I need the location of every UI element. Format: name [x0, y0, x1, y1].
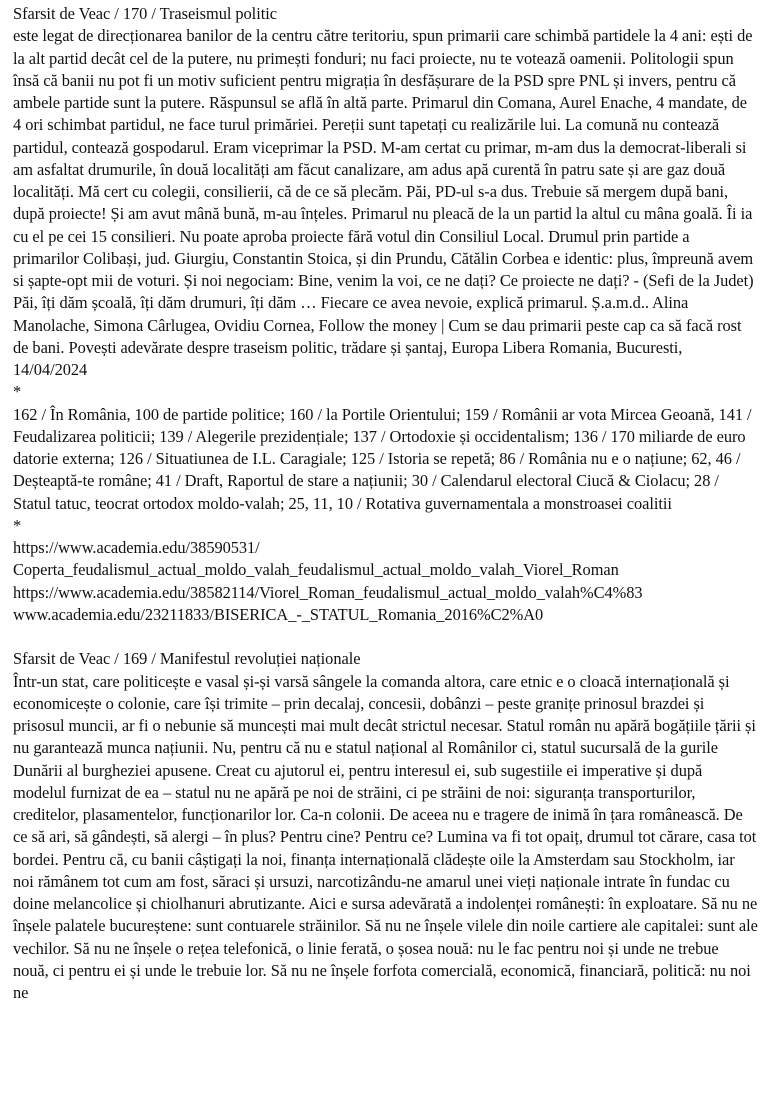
reference-link[interactable]: https://www.academia.edu/38590531/ — [13, 538, 260, 557]
reference-links — [13, 537, 758, 626]
article-body: este legat de direcționarea banilor de la centru către teritoriu, spun primarii care schimbă partidele la 4 ani: ești de la alt partid decât cel de la putere, nu primești fonduri; nu faci proiecte, nu te votează oamenii. Politologii spun însă că banii nu pot fi un motiv suficient pentru migrația în desfășurare de la PSD spre PNL și invers, pentru că ambele partide sunt la putere. Răspunsul se află în altă parte. Primarul din Comana, Aurel Enache, 4 mandate, de 4 ori schimbat partidul, ne face turul primăriei. Pereții sunt tapetați cu realizările lui. La comună nu contează partidul, contează gospodarul. Eram viceprimar la PSD. M-am certat cu primar, m-am dus la democrat-liberali si am asfaltat drumurile, în două localități am făcut canalizare, am adus apă curentă în patru sate și are gaz două localități. Mă cert cu colegii, consilierii, că de ce să plecăm. Păi, PD-ul s-a dus. Trebuie să mergem după bani, după proiecte! Și am avut mână bună, m-au înțeles. Primarul nu pleacă de la un partid la altul cu mâna goală. Îi ia cu el pe cei 15 consilieri. Nu poate aproba proiecte fără votul din Consiliul Local. Drumul prin partide a primarilor Colibași, jud. Giurgiu, Constantin Stoica, și din Prundu, Cătălin Corbea e identic: plus, împreună avem si șapte-opt mii de voturi. Și noi negociam: Bine, venim la voi, ce ne dați? Ce proiecte ne dați? - (Sefi de la Judet) Păi, îți dăm școală, îți dăm drumuri, îți dăm … Fiecare ce avea nevoie, explică primarul. Ș.a.m.d.. Alina Manolache, Simona Cârlugea, Ovidiu Cornea, Follow the money | Cum se dau primarii peste cap ca să facă rost de bani. Povești adevărate despre traseism politic, trădare și șantaj, Europa Libera Romania, Bucuresti, 14/04/2024 — [13, 26, 754, 379]
reference-link[interactable]: Coperta_feudalismul_actual_moldo_valah_feudalismul_actual_moldo_valah_Viorel_Roman — [13, 560, 619, 580]
document-page — [13, 3, 758, 1004]
blank-line — [13, 626, 758, 648]
reference-link[interactable]: www.academia.edu/23211833/BISERICA_-_STATUL_Romania_2016%C2%A0 — [13, 604, 544, 624]
separator: * — [13, 515, 22, 535]
article-title: Sfarsit de Veac / 170 / Traseismul politic — [13, 4, 277, 23]
article-body: Într-un stat, care politicește e vasal și-și varsă sângele la comanda altora, care etnic e o cloacă internațională și economicește o colonie, care își trimite – prin decalaj, concesii, dobânzi – peste granițe prinosul brazdei și prisosul muncii, ar fi o nebunie să muncești mai mult decât strictul necesar. Statul român nu apără bogățiile țării și nu garantează munca națiunii. Nu, pentru că nu e statul național al Românilor ci, statul sucursală de la gurile Dunării al burgheziei apusene. Creat cu ajutorul ei, pentru interesul ei, sub sugestiile ei imperative și după modelul furnizat de ea – statul nu ne apără pe noi de străini, ci pe străini de noi: siguranța transporturilor, creditelor, plasamentelor, funcționarilor lor. Ca-n colonii. De aceea nu e tragere de inimă în țara românească. De ce să ari, să gândești, să alergi – în plus? Pentru cine? Pentru ce? Lumina va fi tot opaiț, drumul tot cărare, casa tot bordei. Pentru că, cu banii câștigați la noi, finanța internațională clădește oile la Amsterdam sau Stockholm, iar noi rămânem tot cum am fost, săraci și ursuzi, narcotizându-ne amarul unei vieți naționale intrate în fundac cu doine melancolice și chiolhanuri abrutizante. Aici e sursa adevărată a indolenței românești: în exploatare. Să nu ne înșele palatele bucureștene: sunt contuarele străinilor. Să nu ne înșele vilele din noile cartiere ale capitalei: sunt ale vechilor. Să nu ne înșele o rețea telefonică, o linie ferată, o șosea nouă: nu le fac pentru noi și unde ne trebue nouă, ci pentru ei și unde le trebuie lor. Să nu ne înșele forfota comercială, economică, financiară, politică: nu noi ne — [13, 671, 758, 1002]
related-articles-list: 162 / În România, 100 de partide politice; 160 / la Portile Orientului; 159 / Românii ar vota Mircea Geoană, 141 / Feudalizarea politicii; 139 / Alegerile prezidențiale; 137 / Ortodoxie și occidentalism; 136 / 170 miliarde de euro datorie externa; 126 / Situatiunea de I.L. Caragiale; 125 / Istoria se repetă; 86 / România nu e o națiune; 62, 46 / Deșteaptă-te române; 41 / Draft, Raportul de stare a națiunii; 30 / Calendarul electoral Ciucă & Ciolacu; 28 / Statul tatuc, teocrat ortodox moldo-valah; 25, 11, 10 / Rotativa guvernamentala a monstroasei coalitii — [13, 404, 752, 513]
article-title: Sfarsit de Veac / 169 / Manifestul revoluției naționale — [13, 649, 361, 669]
reference-link[interactable]: https://www.academia.edu/38582114/Viorel_Roman_feudalismul_actual_moldo_valah%C4%83 — [13, 582, 643, 602]
separator: * — [13, 382, 22, 402]
